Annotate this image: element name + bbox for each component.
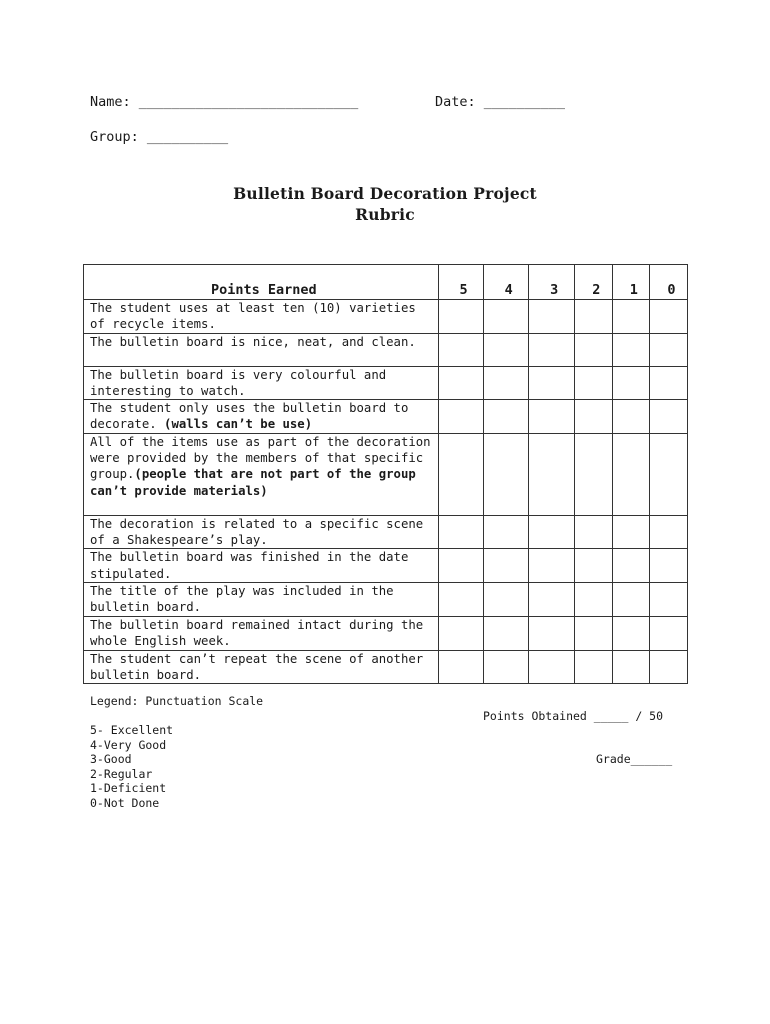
criterion-text: The student uses at least ten (10) varieties of recycle items. xyxy=(90,301,416,332)
score-cell-4[interactable] xyxy=(483,366,528,400)
score-cell-3[interactable] xyxy=(528,333,574,366)
criterion-text: The bulletin board is very colourful and interesting to watch. xyxy=(90,367,387,398)
criterion-cell xyxy=(84,582,439,616)
criteria-header: Points Earned xyxy=(84,265,439,300)
score-cell-5[interactable] xyxy=(438,366,483,400)
score-cell-1[interactable] xyxy=(612,433,649,515)
rubric-table xyxy=(83,264,688,684)
score-cell-3[interactable] xyxy=(528,616,574,650)
legend-item: 1-Deficient xyxy=(90,781,167,795)
table-header-row xyxy=(84,265,688,300)
score-cell-1[interactable] xyxy=(612,582,649,616)
criterion-cell xyxy=(84,549,439,583)
table-row xyxy=(84,300,688,334)
points-obtained: Points Obtained _____ / 50 xyxy=(483,709,664,723)
score-cell-4[interactable] xyxy=(483,650,528,684)
score-cell-4[interactable] xyxy=(483,333,528,366)
score-cell-2[interactable] xyxy=(574,400,612,434)
name-field-line: Name: ___________________________ xyxy=(90,94,359,110)
score-cell-5[interactable] xyxy=(438,300,483,334)
score-cell-5[interactable] xyxy=(438,515,483,549)
table-row xyxy=(84,616,688,650)
score-cell-2[interactable] xyxy=(574,366,612,400)
table-row xyxy=(84,582,688,616)
score-cell-2[interactable] xyxy=(574,433,612,515)
score-cell-5[interactable] xyxy=(438,582,483,616)
score-header-3: 3 xyxy=(528,265,574,300)
score-cell-1[interactable] xyxy=(612,650,649,684)
score-cell-4[interactable] xyxy=(483,616,528,650)
criterion-text: The bulletin board remained intact during the whole English week. xyxy=(90,617,424,649)
score-cell-3[interactable] xyxy=(528,515,574,549)
criterion-text: The decoration is related to a specific scene of a Shakespeare’s play. xyxy=(90,516,424,548)
score-cell-5[interactable] xyxy=(438,433,483,515)
score-cell-5[interactable] xyxy=(438,400,483,434)
group-field-line: Group: __________ xyxy=(90,129,229,145)
criterion-cell xyxy=(84,300,439,334)
score-cell-0[interactable] xyxy=(649,300,687,334)
score-cell-1[interactable] xyxy=(612,515,649,549)
score-cell-2[interactable] xyxy=(574,650,612,684)
score-cell-5[interactable] xyxy=(438,333,483,366)
table-row xyxy=(84,515,688,549)
score-cell-5[interactable] xyxy=(438,650,483,684)
score-cell-2[interactable] xyxy=(574,616,612,650)
legend-title: Legend: Punctuation Scale xyxy=(90,694,264,708)
score-cell-0[interactable] xyxy=(649,650,687,684)
score-cell-3[interactable] xyxy=(528,400,574,434)
score-cell-0[interactable] xyxy=(649,400,687,434)
score-cell-2[interactable] xyxy=(574,549,612,583)
document-title: Bulletin Board Decoration Project xyxy=(233,184,537,203)
score-cell-4[interactable] xyxy=(483,549,528,583)
score-cell-3[interactable] xyxy=(528,433,574,515)
criterion-cell xyxy=(84,515,439,549)
criterion-text: The bulletin board was finished in the date stipulated. xyxy=(90,550,409,581)
date-field-line: Date: __________ xyxy=(435,94,566,110)
criterion-text: All of the items use as part of the decoration were provided by the members of that specific group. xyxy=(90,434,431,482)
table-row xyxy=(84,400,688,434)
legend-item: 0-Not Done xyxy=(90,796,160,810)
score-header-4: 4 xyxy=(483,265,528,300)
criterion-text: The title of the play was included in the bulletin board. xyxy=(90,583,394,615)
score-header-0: 0 xyxy=(649,265,687,300)
table-row xyxy=(84,549,688,583)
score-cell-3[interactable] xyxy=(528,650,574,684)
criterion-cell xyxy=(84,433,439,515)
score-cell-5[interactable] xyxy=(438,549,483,583)
score-cell-1[interactable] xyxy=(612,616,649,650)
score-cell-0[interactable] xyxy=(649,616,687,650)
score-cell-3[interactable] xyxy=(528,366,574,400)
score-cell-1[interactable] xyxy=(612,300,649,334)
score-cell-2[interactable] xyxy=(574,333,612,366)
score-cell-4[interactable] xyxy=(483,433,528,515)
criterion-cell xyxy=(84,333,439,366)
table-row xyxy=(84,433,688,515)
criterion-cell xyxy=(84,400,439,434)
legend-item: 5- Excellent xyxy=(90,723,174,737)
score-header-2: 2 xyxy=(574,265,612,300)
grade-field: Grade______ xyxy=(596,752,673,766)
criterion-text: The bulletin board is nice, neat, and clean. xyxy=(90,334,416,349)
table-row xyxy=(84,366,688,400)
score-cell-0[interactable] xyxy=(649,549,687,583)
criterion-note: (people that are not part of the group can’t provide materials) xyxy=(90,467,416,498)
score-cell-0[interactable] xyxy=(649,515,687,549)
score-cell-0[interactable] xyxy=(649,366,687,400)
table-row xyxy=(84,650,688,684)
score-cell-2[interactable] xyxy=(574,300,612,334)
score-cell-1[interactable] xyxy=(612,333,649,366)
criterion-note: (walls can’t be use) xyxy=(164,417,313,432)
criterion-text: The student only uses the bulletin board to decorate. xyxy=(90,401,409,432)
criterion-cell xyxy=(84,650,439,684)
score-cell-4[interactable] xyxy=(483,400,528,434)
score-header-5: 5 xyxy=(438,265,483,300)
score-cell-4[interactable] xyxy=(483,515,528,549)
score-cell-4[interactable] xyxy=(483,300,528,334)
score-cell-4[interactable] xyxy=(483,582,528,616)
score-cell-5[interactable] xyxy=(438,616,483,650)
score-header-1: 1 xyxy=(612,265,649,300)
score-cell-2[interactable] xyxy=(574,515,612,549)
score-cell-0[interactable] xyxy=(649,333,687,366)
score-cell-1[interactable] xyxy=(612,400,649,434)
score-cell-1[interactable] xyxy=(612,549,649,583)
criterion-text: The student can’t repeat the scene of another bulletin board. xyxy=(90,651,424,682)
score-cell-0[interactable] xyxy=(649,433,687,515)
legend-item: 2-Regular xyxy=(90,767,153,781)
legend-item: 4-Very Good xyxy=(90,738,167,752)
score-cell-0[interactable] xyxy=(649,582,687,616)
criterion-cell xyxy=(84,616,439,650)
legend-item: 3-Good xyxy=(90,752,132,766)
table-row xyxy=(84,333,688,366)
score-cell-3[interactable] xyxy=(528,549,574,583)
document-subtitle: Rubric xyxy=(355,205,415,224)
criterion-cell xyxy=(84,366,439,400)
score-cell-3[interactable] xyxy=(528,300,574,334)
score-cell-2[interactable] xyxy=(574,582,612,616)
score-cell-1[interactable] xyxy=(612,366,649,400)
score-cell-3[interactable] xyxy=(528,582,574,616)
